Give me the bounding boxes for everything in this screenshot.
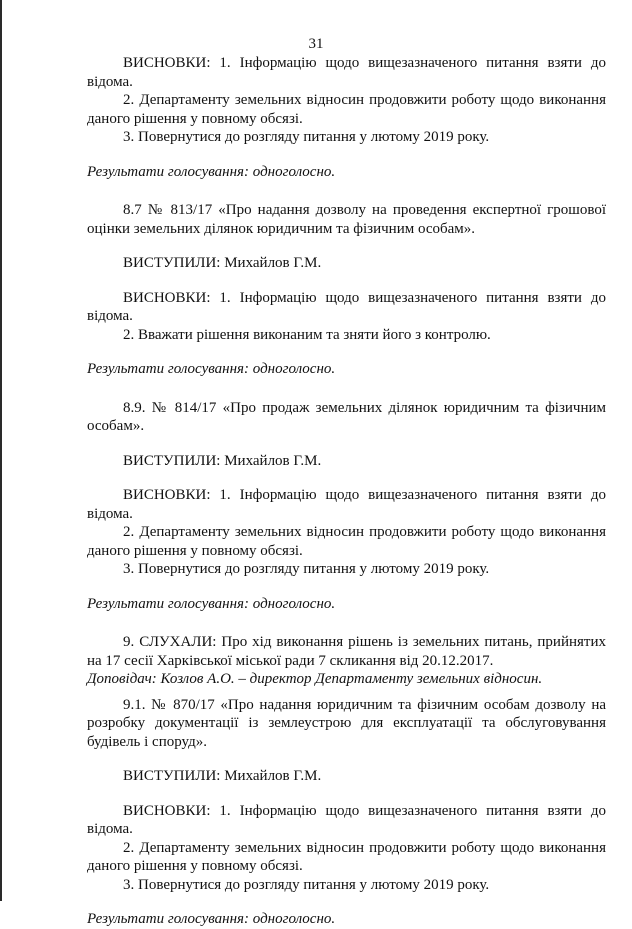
conclusions-1: ВИСНОВКИ: 1. Інформацію щодо вищезазначеного питання взяти до відома. bbox=[87, 487, 606, 522]
voting-result: Результати голосування: одноголосно. bbox=[87, 595, 336, 612]
voting-result: Результати голосування: одноголосно. bbox=[87, 163, 336, 180]
heard-item-9: 9. СЛУХАЛИ: Про хід виконання рішень із земельних питань, прийнятих на 17 сесії Харківської міської ради 7 скликання від 20.12.2017. bbox=[87, 634, 606, 669]
page-number: 31 bbox=[308, 36, 324, 52]
conclusions-3: 3. Повернутися до розгляду питання у лютому 2019 року. bbox=[123, 876, 490, 893]
agenda-item-8-7: 8.7 № 813/17 «Про надання дозволу на проведення експертної грошової оцінки земельних ділянок юридичним та фізичним особам». bbox=[87, 202, 606, 237]
conclusions-1: ВИСНОВКИ: 1. Інформацію щодо вищезазначеного питання взяти до відома. bbox=[87, 289, 606, 324]
conclusions-2: 2. Департаменту земельних відносин продовжити роботу щодо виконання даного рішення у повному обсязі. bbox=[87, 524, 606, 559]
conclusions-3: 3. Повернутися до розгляду питання у лютому 2019 року. bbox=[123, 129, 490, 145]
spoke: ВИСТУПИЛИ: Михайлов Г.М. bbox=[123, 255, 322, 271]
scan-edge-line bbox=[0, 0, 2, 901]
conclusions-1: ВИСНОВКИ: 1. Інформацію щодо вищезазначеного питання взяти до відома. bbox=[87, 55, 606, 90]
conclusions-2: 2. Департаменту земельних відносин продовжити роботу щодо виконання даного рішення у повному обсязі. bbox=[87, 839, 606, 874]
spoke: ВИСТУПИЛИ: Михайлов Г.М. bbox=[123, 452, 322, 469]
speaker: Доповідач: Козлов А.О. – директор Департаменту земельних відносин. bbox=[87, 671, 543, 687]
document-body bbox=[87, 54, 606, 929]
voting-result: Результати голосування: одноголосно. bbox=[87, 911, 336, 927]
voting-result: Результати голосування: одноголосно. bbox=[87, 361, 336, 377]
agenda-item-9-1: 9.1. № 870/17 «Про надання юридичним та фізичним особам дозволу на розробку документації із землеустрою для експлуатації та обслуговування будівель і споруд». bbox=[87, 696, 606, 750]
spoke: ВИСТУПИЛИ: Михайлов Г.М. bbox=[123, 768, 322, 784]
agenda-item-8-9: 8.9. № 814/17 «Про продаж земельних ділянок юридичним та фізичним особам». bbox=[87, 399, 606, 434]
conclusions-1: ВИСНОВКИ: 1. Інформацію щодо вищезазначеного питання взяти до відома. bbox=[87, 802, 606, 837]
conclusions-2: 2. Вважати рішення виконаним та зняти його з контролю. bbox=[123, 326, 491, 343]
conclusions-2: 2. Департаменту земельних відносин продовжити роботу щодо виконання даного рішення у повному обсязі. bbox=[87, 92, 606, 127]
conclusions-3: 3. Повернутися до розгляду питання у лютому 2019 року. bbox=[123, 561, 490, 577]
